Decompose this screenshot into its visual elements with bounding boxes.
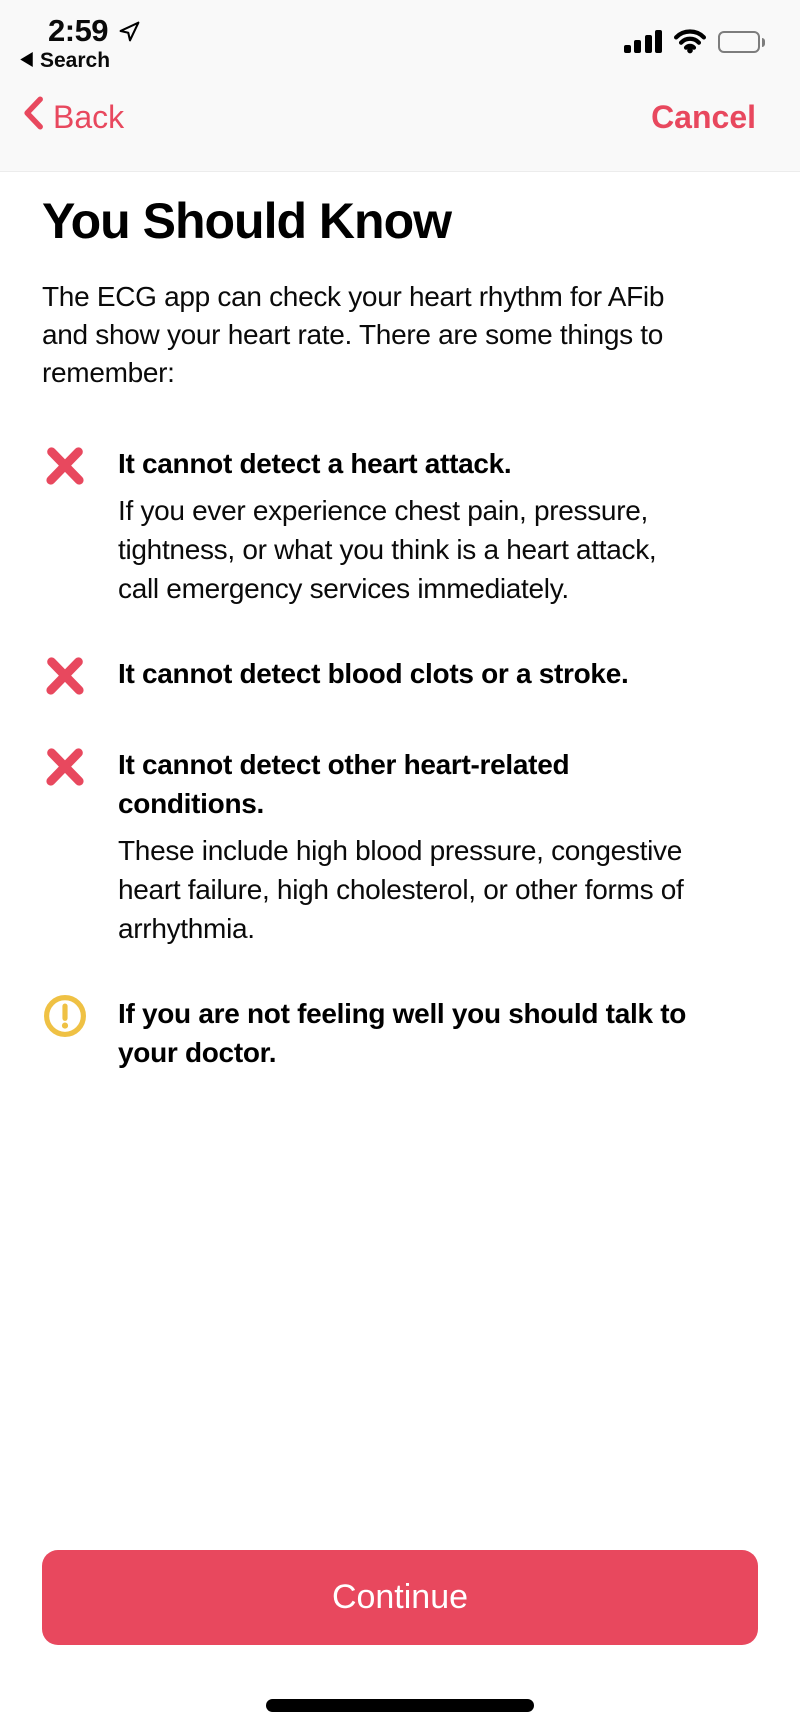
- list-item-text: [118, 444, 698, 608]
- list-item: [42, 654, 758, 699]
- x-mark-icon: [42, 744, 88, 790]
- status-bar-left: [48, 13, 142, 49]
- list-item: [42, 745, 758, 948]
- top-bar: [0, 0, 800, 172]
- list-item-heading: If you are not feeling well you should talk to your doctor.: [118, 998, 687, 1068]
- list-item-text: [118, 745, 698, 948]
- intro-text: The ECG app can check your heart rhythm for AFib and show your heart rate. There are some things to remember:: [42, 281, 665, 388]
- continue-button[interactable]: Continue: [42, 1550, 758, 1645]
- location-arrow-icon: [117, 19, 142, 44]
- list-item-heading: It cannot detect blood clots or a stroke.: [118, 658, 629, 689]
- main-content: [0, 172, 800, 1118]
- back-button[interactable]: [22, 96, 124, 138]
- x-mark-icon: [42, 653, 88, 699]
- home-indicator[interactable]: [266, 1699, 534, 1712]
- cancel-button[interactable]: Cancel: [651, 99, 756, 135]
- chevron-left-icon: [22, 96, 44, 138]
- return-to-search[interactable]: [20, 49, 110, 73]
- x-mark-icon: [42, 443, 88, 489]
- list-item: [42, 444, 758, 608]
- list-item-text: [118, 654, 628, 693]
- back-button-label: Back: [53, 98, 125, 135]
- wifi-icon: [673, 28, 707, 55]
- warning-circle-icon: [42, 993, 88, 1039]
- list-item-heading: It cannot detect a heart attack.: [118, 448, 512, 479]
- page-title: You Should Know: [42, 193, 451, 249]
- list-item: [42, 994, 758, 1072]
- list-item-text: [118, 994, 698, 1072]
- battery-full-icon: [718, 31, 765, 55]
- left-triangle-icon: [20, 49, 33, 73]
- return-to-search-label: Search: [40, 49, 111, 72]
- list-item-body: These include high blood pressure, congestive heart failure, high cholesterol, or other forms of arrhythmia.: [118, 835, 684, 944]
- cellular-signal-icon: [624, 29, 663, 55]
- clock: 2:59: [48, 13, 109, 48]
- list-item-heading: It cannot detect other heart-related conditions.: [118, 749, 570, 819]
- status-bar-icons: [624, 27, 766, 55]
- list-item-body: If you ever experience chest pain, pressure, tightness, or what you think is a heart attack, call emergency services immediately.: [118, 495, 657, 604]
